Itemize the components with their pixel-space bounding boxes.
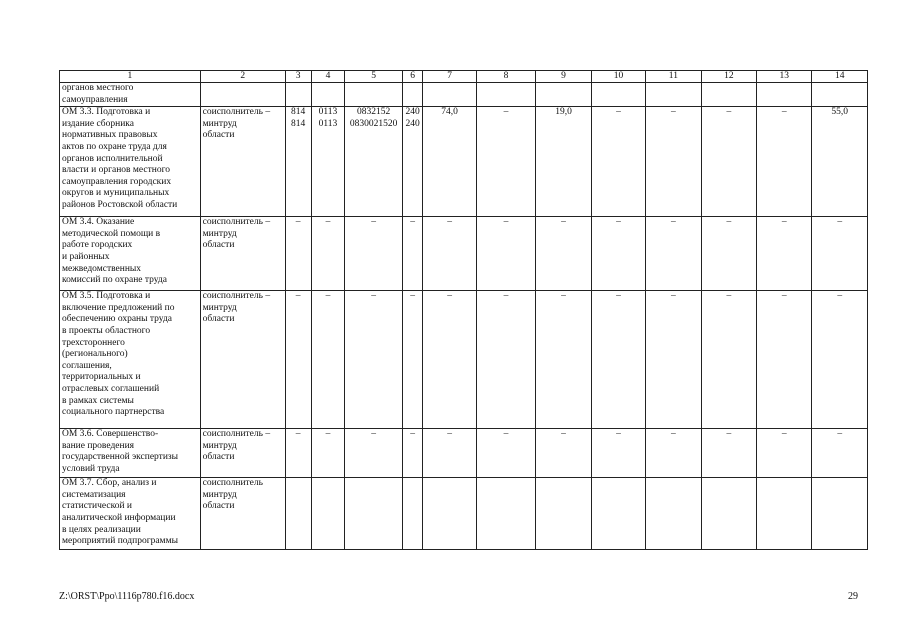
value-cell [311, 478, 345, 550]
activity-cell: ОМ 3.7. Сбор, анализ и систематизация статистической и аналитической информации в целях реализации мероприятий подпрограммы [60, 478, 201, 550]
page-number: 29 [848, 591, 858, 602]
value-cell: – [536, 217, 591, 291]
value-cell: 0832152 0830021520 [345, 107, 402, 217]
value-cell [591, 83, 645, 107]
value-cell [536, 83, 591, 107]
value-cell: – [311, 217, 345, 291]
value-cell: – [591, 429, 645, 478]
value-cell: – [345, 291, 402, 429]
value-cell: – [476, 291, 536, 429]
value-cell: – [285, 429, 311, 478]
value-cell: – [757, 291, 812, 429]
value-cell [402, 478, 423, 550]
activity-cell: ОМ 3.4. Оказание методической помощи в работе городских и районных межведомственных комиссий по охране труда [60, 217, 201, 291]
value-cell: – [423, 429, 476, 478]
header-cell: 4 [311, 71, 345, 83]
activity-cell: ОМ 3.6. Совершенство- вание проведения государственной экспертизы условий труда [60, 429, 201, 478]
executor-cell: соисполнитель – минтруд области [200, 217, 285, 291]
value-cell: – [591, 107, 645, 217]
header-cell: 11 [646, 71, 701, 83]
table-row [60, 291, 868, 429]
value-cell [812, 478, 868, 550]
executor-cell: соисполнитель – минтруд области [200, 429, 285, 478]
value-cell [423, 83, 476, 107]
value-cell [311, 83, 345, 107]
value-cell [345, 83, 402, 107]
executor-cell: соисполнитель – минтруд области [200, 291, 285, 429]
value-cell: – [701, 429, 756, 478]
value-cell [591, 478, 645, 550]
value-cell: – [536, 291, 591, 429]
value-cell: – [701, 217, 756, 291]
table-row [60, 83, 868, 107]
header-cell: 7 [423, 71, 476, 83]
value-cell: – [423, 291, 476, 429]
header-cell: 6 [402, 71, 423, 83]
value-cell: – [812, 291, 868, 429]
table-row [60, 429, 868, 478]
executor-cell: соисполнитель – минтруд области [200, 107, 285, 217]
value-cell: – [701, 291, 756, 429]
activity-cell: ОМ 3.5. Подготовка и включение предложений по обеспечению охраны труда в проекты областного трехстороннего (регионального) соглашения, территориальных и отраслевых соглашений в рамках системы социального партнерства [60, 291, 201, 429]
value-cell: – [476, 429, 536, 478]
value-cell: – [311, 429, 345, 478]
value-cell [423, 478, 476, 550]
value-cell: – [285, 217, 311, 291]
value-cell: – [591, 217, 645, 291]
value-cell: – [402, 429, 423, 478]
value-cell: 19,0 [536, 107, 591, 217]
value-cell: – [476, 107, 536, 217]
header-cell: 1 [60, 71, 201, 83]
value-cell: 55,0 [812, 107, 868, 217]
value-cell: – [646, 107, 701, 217]
value-cell: 0113 0113 [311, 107, 345, 217]
value-cell [646, 478, 701, 550]
value-cell [757, 478, 812, 550]
header-cell: 8 [476, 71, 536, 83]
header-cell: 5 [345, 71, 402, 83]
value-cell: – [423, 217, 476, 291]
activity-cell: органов местного самоуправления [60, 83, 201, 107]
value-cell: – [536, 429, 591, 478]
value-cell [476, 83, 536, 107]
value-cell [285, 83, 311, 107]
value-cell [812, 83, 868, 107]
value-cell: – [646, 217, 701, 291]
value-cell: – [646, 429, 701, 478]
file-path: Z:\ORST\Ppo\1116p780.f16.docx [59, 591, 195, 602]
value-cell [285, 478, 311, 550]
header-cell: 13 [757, 71, 812, 83]
value-cell: – [757, 429, 812, 478]
executor-cell: соисполнитель минтруд области [200, 478, 285, 550]
header-cell: 2 [200, 71, 285, 83]
value-cell: – [285, 291, 311, 429]
value-cell: – [757, 217, 812, 291]
value-cell: – [345, 429, 402, 478]
value-cell: 240 240 [402, 107, 423, 217]
budget-table [59, 70, 868, 550]
value-cell [701, 478, 756, 550]
value-cell: – [476, 217, 536, 291]
value-cell: – [402, 291, 423, 429]
value-cell: – [311, 291, 345, 429]
value-cell: – [701, 107, 756, 217]
value-cell: – [812, 429, 868, 478]
value-cell [476, 478, 536, 550]
value-cell: – [812, 217, 868, 291]
header-cell: 9 [536, 71, 591, 83]
executor-cell [200, 83, 285, 107]
value-cell [402, 83, 423, 107]
value-cell: 814 814 [285, 107, 311, 217]
value-cell: – [402, 217, 423, 291]
value-cell: – [591, 291, 645, 429]
header-cell: 14 [812, 71, 868, 83]
value-cell: 74,0 [423, 107, 476, 217]
value-cell: – [345, 217, 402, 291]
value-cell [701, 83, 756, 107]
activity-cell: ОМ 3.3. Подготовка и издание сборника нормативных правовых актов по охране труда для органов исполнительной власти и органов местного самоуправления городских округов и муниципальных районов Ростовской области [60, 107, 201, 217]
value-cell: – [646, 291, 701, 429]
table-row [60, 217, 868, 291]
header-row [60, 71, 868, 83]
value-cell [646, 83, 701, 107]
table-row [60, 107, 868, 217]
value-cell [536, 478, 591, 550]
table-row [60, 478, 868, 550]
header-cell: 10 [591, 71, 645, 83]
value-cell [757, 83, 812, 107]
header-cell: 3 [285, 71, 311, 83]
value-cell [345, 478, 402, 550]
header-cell: 12 [701, 71, 756, 83]
value-cell: – [757, 107, 812, 217]
